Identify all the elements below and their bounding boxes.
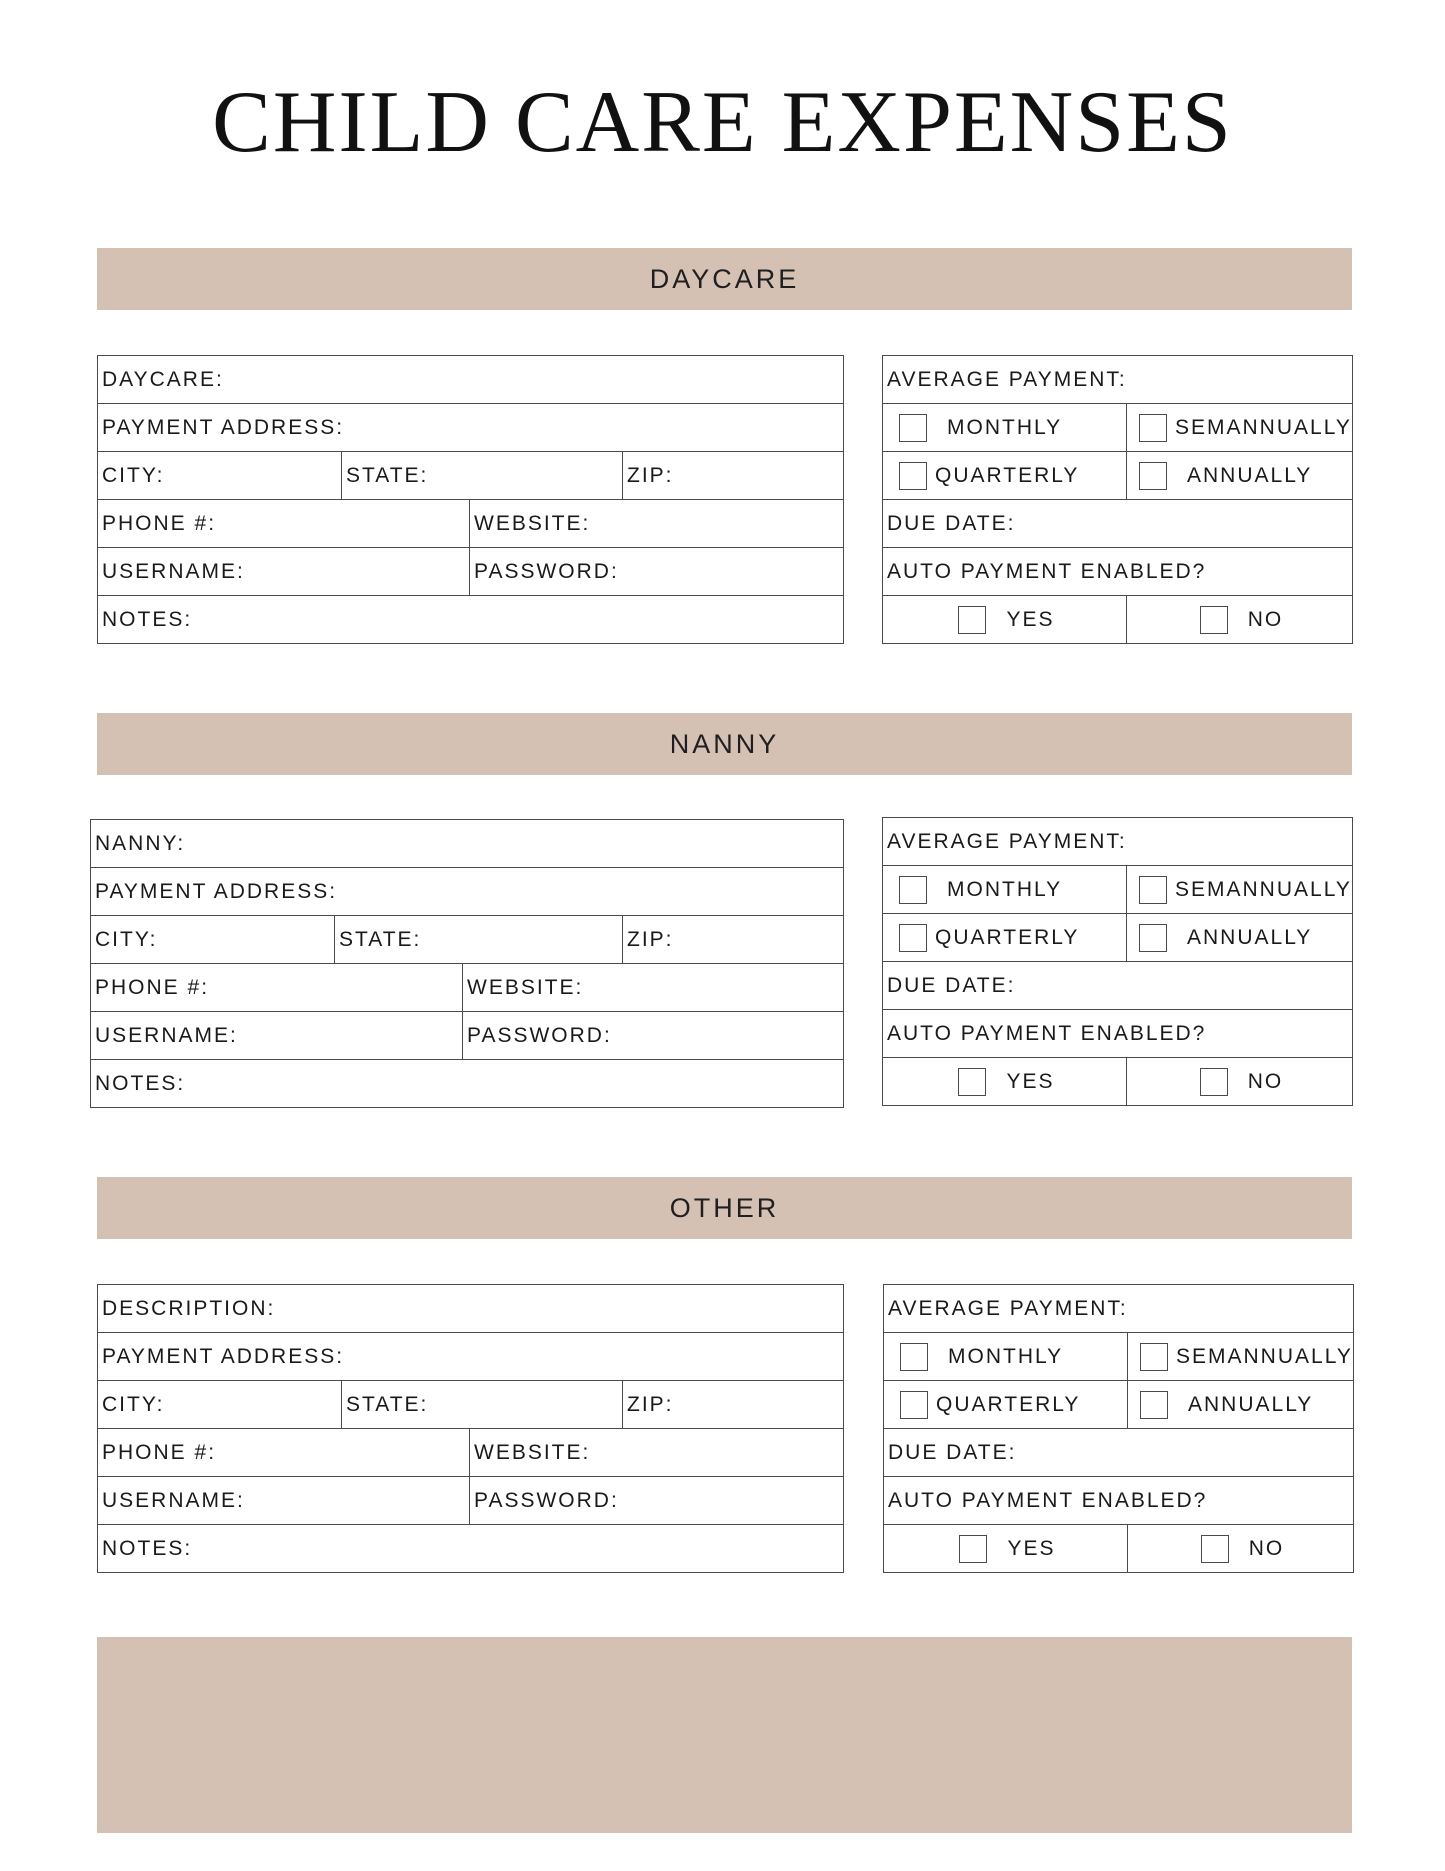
username-field[interactable]: USERNAME: bbox=[98, 1477, 470, 1525]
zip-field[interactable]: ZIP: bbox=[623, 916, 844, 964]
daycare-details-table bbox=[97, 355, 844, 644]
password-field[interactable]: PASSWORD: bbox=[470, 1477, 844, 1525]
nanny-details-table bbox=[90, 819, 844, 1108]
checkbox-icon[interactable] bbox=[899, 924, 927, 952]
daycare-name-field[interactable]: DAYCARE: bbox=[98, 356, 844, 404]
password-field[interactable]: PASSWORD: bbox=[463, 1012, 844, 1060]
section-heading-other: OTHER bbox=[97, 1177, 1352, 1239]
checkbox-icon[interactable] bbox=[959, 1535, 987, 1563]
option-annually[interactable]: ANNUALLY bbox=[1131, 924, 1352, 952]
checkbox-icon[interactable] bbox=[899, 462, 927, 490]
website-field[interactable]: WEBSITE: bbox=[470, 1429, 844, 1477]
checkbox-icon[interactable] bbox=[1139, 462, 1167, 490]
website-field[interactable]: WEBSITE: bbox=[470, 500, 844, 548]
checkbox-icon[interactable] bbox=[1139, 924, 1167, 952]
option-annually[interactable]: ANNUALLY bbox=[1132, 1391, 1353, 1419]
daycare-payment-table bbox=[882, 355, 1353, 644]
password-field[interactable]: PASSWORD: bbox=[470, 548, 844, 596]
auto-payment-label: AUTO PAYMENT ENABLED? bbox=[883, 1010, 1353, 1058]
option-no[interactable]: NO bbox=[1131, 1068, 1352, 1096]
option-monthly[interactable]: MONTHLY bbox=[887, 414, 1126, 442]
due-date-field[interactable]: DUE DATE: bbox=[884, 1429, 1354, 1477]
option-semiannually[interactable]: SEMANNUALLY bbox=[1131, 876, 1352, 904]
payment-address-field[interactable]: PAYMENT ADDRESS: bbox=[91, 868, 844, 916]
bottom-decorative-block bbox=[97, 1637, 1352, 1833]
average-payment-field[interactable]: AVERAGE PAYMENT: bbox=[883, 818, 1353, 866]
phone-field[interactable]: PHONE #: bbox=[98, 1429, 470, 1477]
checkbox-icon[interactable] bbox=[899, 414, 927, 442]
state-field[interactable]: STATE: bbox=[342, 1381, 623, 1429]
option-quarterly[interactable]: QUARTERLY bbox=[888, 1391, 1127, 1419]
checkbox-icon[interactable] bbox=[900, 1343, 928, 1371]
option-annually[interactable]: ANNUALLY bbox=[1131, 462, 1352, 490]
due-date-field[interactable]: DUE DATE: bbox=[883, 962, 1353, 1010]
nanny-payment-table bbox=[882, 817, 1353, 1106]
checkbox-icon[interactable] bbox=[1139, 876, 1167, 904]
zip-field[interactable]: ZIP: bbox=[623, 1381, 844, 1429]
option-monthly[interactable]: MONTHLY bbox=[887, 876, 1126, 904]
checkbox-icon[interactable] bbox=[958, 1068, 986, 1096]
section-heading-nanny: NANNY bbox=[97, 713, 1352, 775]
checkbox-icon[interactable] bbox=[1200, 606, 1228, 634]
notes-field[interactable]: NOTES: bbox=[98, 1525, 844, 1573]
auto-payment-label: AUTO PAYMENT ENABLED? bbox=[884, 1477, 1354, 1525]
option-semiannually[interactable]: SEMANNUALLY bbox=[1132, 1343, 1353, 1371]
state-field[interactable]: STATE: bbox=[342, 452, 623, 500]
checkbox-icon[interactable] bbox=[958, 606, 986, 634]
checkbox-icon[interactable] bbox=[1140, 1343, 1168, 1371]
zip-field[interactable]: ZIP: bbox=[623, 452, 844, 500]
checkbox-icon[interactable] bbox=[1200, 1068, 1228, 1096]
nanny-name-field[interactable]: NANNY: bbox=[91, 820, 844, 868]
notes-field[interactable]: NOTES: bbox=[91, 1060, 844, 1108]
username-field[interactable]: USERNAME: bbox=[98, 548, 470, 596]
notes-field[interactable]: NOTES: bbox=[98, 596, 844, 644]
website-field[interactable]: WEBSITE: bbox=[463, 964, 844, 1012]
page-title: CHILD CARE EXPENSES bbox=[212, 74, 1233, 171]
checkbox-icon[interactable] bbox=[1139, 414, 1167, 442]
payment-address-field[interactable]: PAYMENT ADDRESS: bbox=[98, 404, 844, 452]
city-field[interactable]: CITY: bbox=[98, 1381, 342, 1429]
auto-payment-label: AUTO PAYMENT ENABLED? bbox=[883, 548, 1353, 596]
option-quarterly[interactable]: QUARTERLY bbox=[887, 924, 1126, 952]
section-heading-daycare: DAYCARE bbox=[97, 248, 1352, 310]
checkbox-icon[interactable] bbox=[900, 1391, 928, 1419]
phone-field[interactable]: PHONE #: bbox=[98, 500, 470, 548]
option-yes[interactable]: YES bbox=[887, 1068, 1126, 1096]
city-field[interactable]: CITY: bbox=[91, 916, 335, 964]
city-field[interactable]: CITY: bbox=[98, 452, 342, 500]
other-details-table bbox=[97, 1284, 844, 1573]
payment-address-field[interactable]: PAYMENT ADDRESS: bbox=[98, 1333, 844, 1381]
average-payment-field[interactable]: AVERAGE PAYMENT: bbox=[883, 356, 1353, 404]
state-field[interactable]: STATE: bbox=[335, 916, 623, 964]
option-monthly[interactable]: MONTHLY bbox=[888, 1343, 1127, 1371]
option-semiannually[interactable]: SEMANNUALLY bbox=[1131, 414, 1352, 442]
phone-field[interactable]: PHONE #: bbox=[91, 964, 463, 1012]
option-quarterly[interactable]: QUARTERLY bbox=[887, 462, 1126, 490]
due-date-field[interactable]: DUE DATE: bbox=[883, 500, 1353, 548]
checkbox-icon[interactable] bbox=[899, 876, 927, 904]
other-payment-table bbox=[883, 1284, 1354, 1573]
option-no[interactable]: NO bbox=[1132, 1535, 1353, 1563]
checkbox-icon[interactable] bbox=[1140, 1391, 1168, 1419]
average-payment-field[interactable]: AVERAGE PAYMENT: bbox=[884, 1285, 1354, 1333]
option-yes[interactable]: YES bbox=[888, 1535, 1127, 1563]
username-field[interactable]: USERNAME: bbox=[91, 1012, 463, 1060]
description-field[interactable]: DESCRIPTION: bbox=[98, 1285, 844, 1333]
option-yes[interactable]: YES bbox=[887, 606, 1126, 634]
checkbox-icon[interactable] bbox=[1201, 1535, 1229, 1563]
option-no[interactable]: NO bbox=[1131, 606, 1352, 634]
